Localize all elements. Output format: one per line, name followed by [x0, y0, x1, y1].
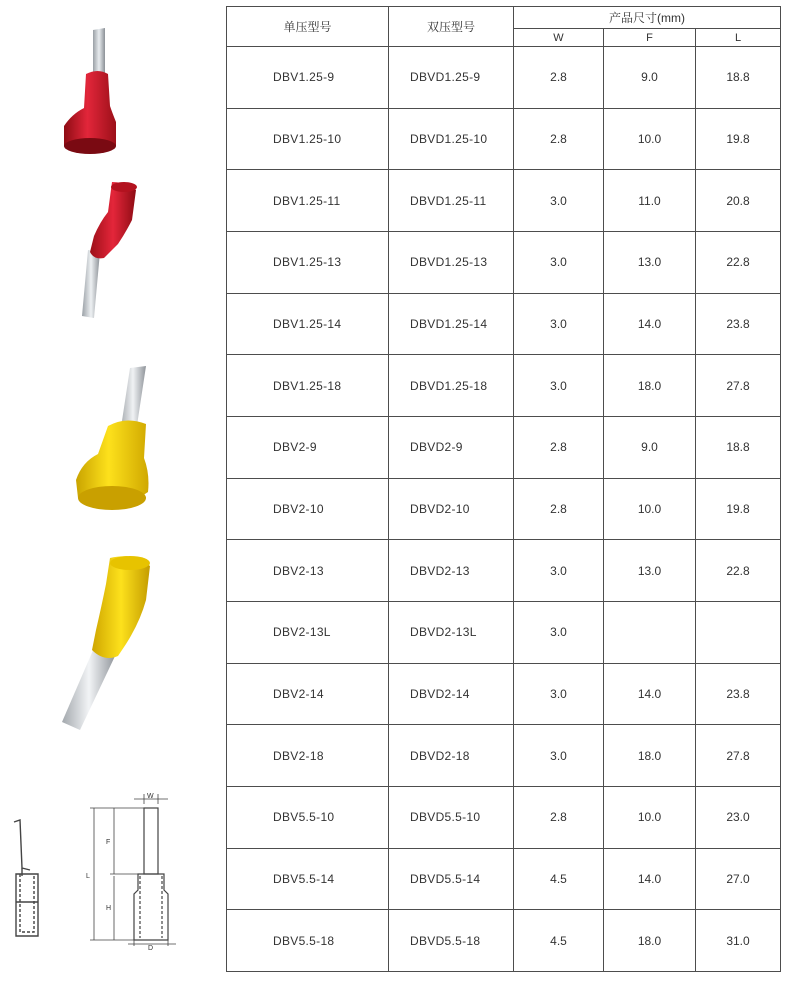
- red-terminal-photo-1: [50, 22, 130, 162]
- cell-double-model: DBVD1.25-11: [389, 170, 514, 232]
- cell-single-model: DBV1.25-10: [227, 108, 389, 170]
- cell-f: 9.0: [604, 416, 696, 478]
- yellow-terminal-photo-2: [60, 552, 170, 732]
- cell-l: 27.8: [696, 355, 781, 417]
- cell-single-model: DBV5.5-14: [227, 848, 389, 910]
- cell-w: 4.5: [514, 848, 604, 910]
- cell-f: 10.0: [604, 108, 696, 170]
- cell-f: 18.0: [604, 355, 696, 417]
- cell-single-model: DBV5.5-18: [227, 910, 389, 972]
- cell-single-model: DBV1.25-13: [227, 231, 389, 293]
- cell-single-model: DBV1.25-18: [227, 355, 389, 417]
- cell-w: 3.0: [514, 293, 604, 355]
- table-row: [227, 848, 781, 910]
- cell-double-model: DBVD1.25-18: [389, 355, 514, 417]
- cell-f: [604, 601, 696, 663]
- cell-double-model: DBVD1.25-14: [389, 293, 514, 355]
- cell-single-model: DBV2-9: [227, 416, 389, 478]
- cell-w: 3.0: [514, 231, 604, 293]
- red-terminal-photo-2: [60, 178, 150, 318]
- yellow-terminal-photo-1: [68, 362, 178, 532]
- cell-w: 3.0: [514, 355, 604, 417]
- table-row: [227, 355, 781, 417]
- cell-single-model: DBV1.25-14: [227, 293, 389, 355]
- cell-double-model: DBVD2-10: [389, 478, 514, 540]
- cell-double-model: DBVD5.5-10: [389, 786, 514, 848]
- cell-w: 2.8: [514, 108, 604, 170]
- cell-double-model: DBVD2-14: [389, 663, 514, 725]
- cell-l: 23.8: [696, 293, 781, 355]
- header-single-model: 单压型号: [227, 7, 389, 47]
- table-row: [227, 910, 781, 972]
- cell-f: 14.0: [604, 293, 696, 355]
- cell-w: 2.8: [514, 478, 604, 540]
- cell-f: 18.0: [604, 725, 696, 787]
- table-row: [227, 170, 781, 232]
- cell-single-model: DBV1.25-11: [227, 170, 389, 232]
- table-row: [227, 540, 781, 602]
- cell-f: 10.0: [604, 786, 696, 848]
- cell-l: 22.8: [696, 231, 781, 293]
- cell-single-model: DBV2-10: [227, 478, 389, 540]
- dimension-drawing: [84, 790, 194, 950]
- dim-label-w: W: [147, 793, 154, 800]
- cell-double-model: DBVD2-18: [389, 725, 514, 787]
- cell-f: 13.0: [604, 231, 696, 293]
- cell-double-model: DBVD1.25-10: [389, 108, 514, 170]
- table-row: [227, 416, 781, 478]
- cell-l: 19.8: [696, 478, 781, 540]
- cell-f: 10.0: [604, 478, 696, 540]
- cell-double-model: DBVD2-13L: [389, 601, 514, 663]
- cell-single-model: DBV2-13: [227, 540, 389, 602]
- cell-f: 13.0: [604, 540, 696, 602]
- dim-label-d: D: [148, 945, 154, 950]
- cell-l: [696, 601, 781, 663]
- cell-f: 14.0: [604, 663, 696, 725]
- cell-f: 18.0: [604, 910, 696, 972]
- cell-f: 14.0: [604, 848, 696, 910]
- cell-w: 3.0: [514, 725, 604, 787]
- cell-w: 4.5: [514, 910, 604, 972]
- dim-label-l: L: [86, 873, 90, 880]
- table-row: [227, 108, 781, 170]
- table-row: [227, 231, 781, 293]
- cell-l: 18.8: [696, 47, 781, 109]
- cell-single-model: DBV2-18: [227, 725, 389, 787]
- dim-label-h: H: [106, 905, 112, 912]
- cell-w: 2.8: [514, 786, 604, 848]
- cell-double-model: DBVD2-13: [389, 540, 514, 602]
- cell-l: 23.8: [696, 663, 781, 725]
- table-row: [227, 47, 781, 109]
- header-f: F: [604, 29, 696, 47]
- cell-double-model: DBVD2-9: [389, 416, 514, 478]
- cell-l: 19.8: [696, 108, 781, 170]
- cell-l: 31.0: [696, 910, 781, 972]
- cell-w: 3.0: [514, 540, 604, 602]
- cell-single-model: DBV1.25-9: [227, 47, 389, 109]
- cell-w: 2.8: [514, 416, 604, 478]
- header-l: L: [696, 29, 781, 47]
- cell-double-model: DBVD5.5-14: [389, 848, 514, 910]
- cell-l: 23.0: [696, 786, 781, 848]
- header-w: W: [514, 29, 604, 47]
- cell-single-model: DBV2-14: [227, 663, 389, 725]
- side-profile-drawing: [8, 812, 58, 942]
- cell-double-model: DBVD5.5-18: [389, 910, 514, 972]
- header-double-model: 双压型号: [389, 7, 514, 47]
- dim-label-f: F: [106, 839, 111, 846]
- table-row: [227, 786, 781, 848]
- cell-w: 2.8: [514, 47, 604, 109]
- table-row: [227, 663, 781, 725]
- cell-w: 3.0: [514, 663, 604, 725]
- table-row: [227, 601, 781, 663]
- cell-l: 18.8: [696, 416, 781, 478]
- cell-f: 11.0: [604, 170, 696, 232]
- table-row: [227, 478, 781, 540]
- cell-single-model: DBV5.5-10: [227, 786, 389, 848]
- cell-single-model: DBV2-13L: [227, 601, 389, 663]
- spec-table: [226, 6, 781, 972]
- cell-w: 3.0: [514, 170, 604, 232]
- cell-double-model: DBVD1.25-9: [389, 47, 514, 109]
- table-row: [227, 725, 781, 787]
- table-row: [227, 293, 781, 355]
- cell-double-model: DBVD1.25-13: [389, 231, 514, 293]
- header-dimensions: 产品尺寸(mm): [514, 7, 781, 29]
- cell-l: 20.8: [696, 170, 781, 232]
- cell-l: 27.8: [696, 725, 781, 787]
- cell-f: 9.0: [604, 47, 696, 109]
- cell-l: 27.0: [696, 848, 781, 910]
- cell-w: 3.0: [514, 601, 604, 663]
- cell-l: 22.8: [696, 540, 781, 602]
- product-images-column: [0, 0, 222, 983]
